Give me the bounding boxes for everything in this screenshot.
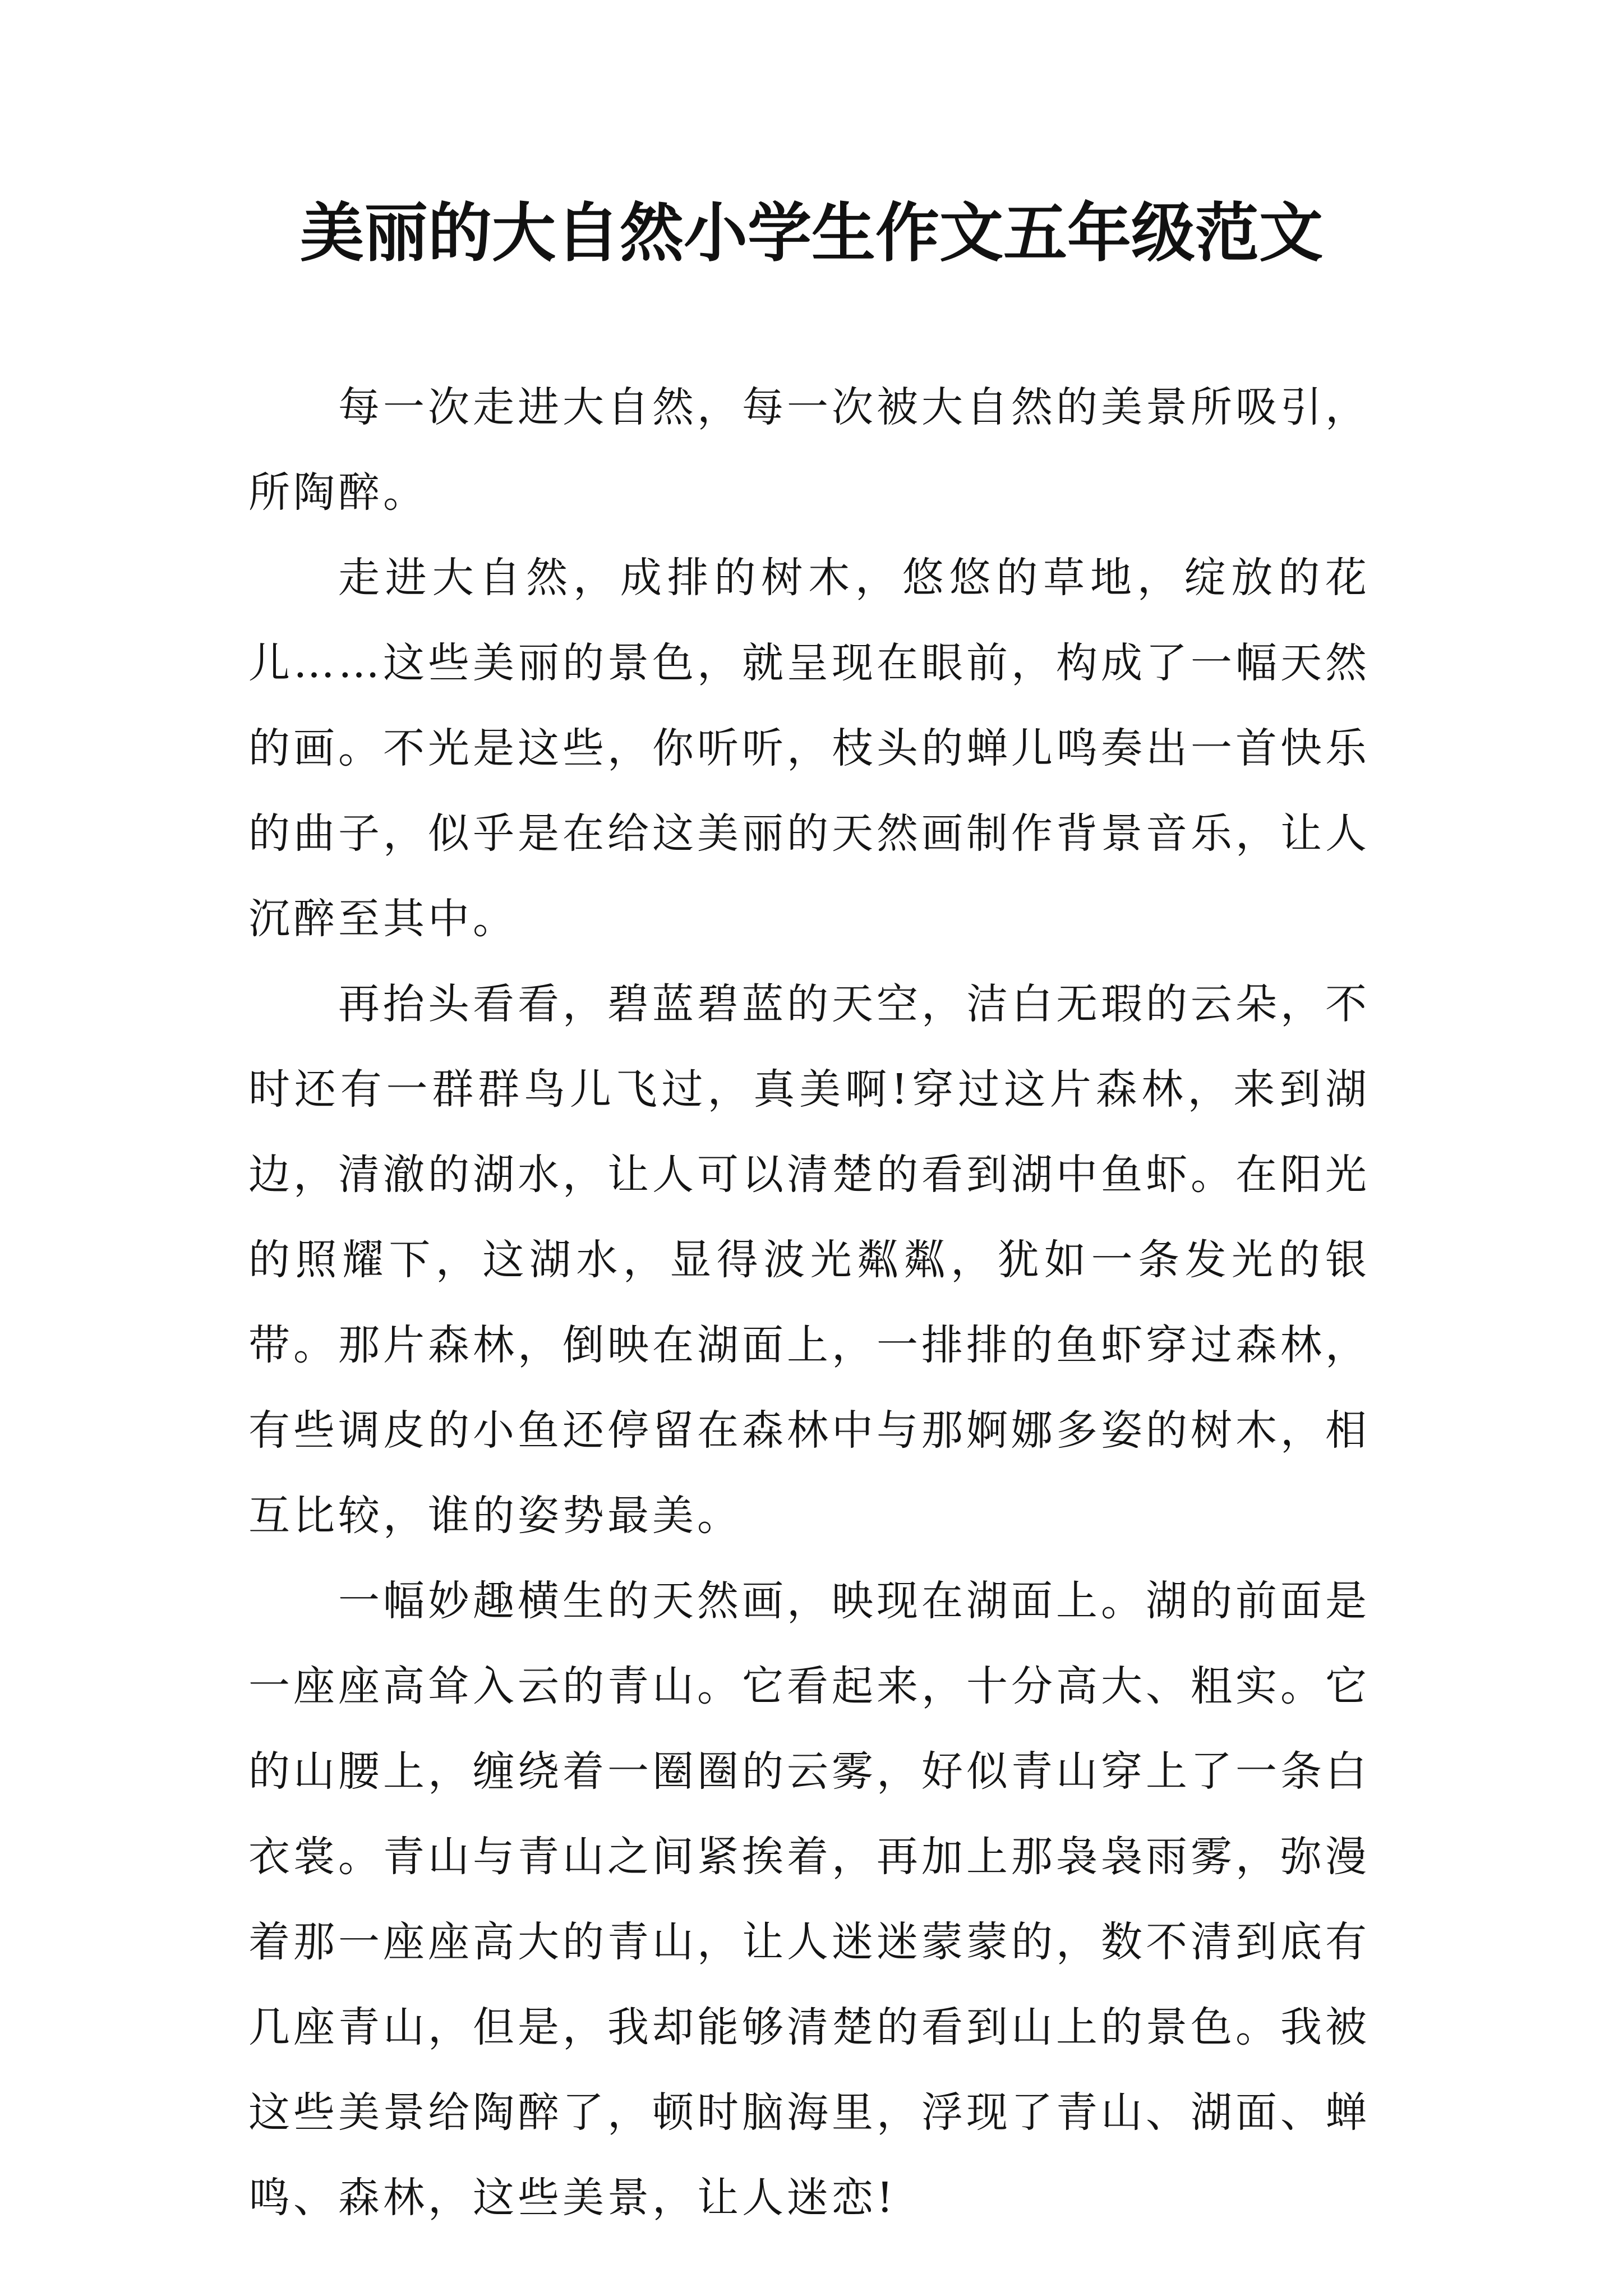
document-title: 美丽的大自然小学生作文五年级范文: [299, 195, 1323, 270]
paragraph: 每一次走进大自然，每一次被大自然的美景所吸引，所陶醉。: [248, 383, 1370, 517]
document-body: [248, 365, 1370, 2240]
paragraph: 走进大自然，成排的树木，悠悠的草地，绽放的花儿……这些美丽的景色，就呈现在眼前，构成了一幅天然的画。不光是这些，你听听，枝头的蝉儿鸣奏出一首快乐的曲子，似乎是在给这美丽的天然画制作背景音乐，让人沉醉至其中。: [248, 554, 1370, 943]
paragraph: 一幅妙趣横生的天然画，映现在湖面上。湖的前面是一座座高耸入云的青山。它看起来，十分高大、粗实。它的山腰上，缠绕着一圈圈的云雾，好似青山穿上了一条白衣裳。青山与青山之间紧挨着，再加上那袅袅雨雾，弥漫着那一座座高大的青山，让人迷迷蒙蒙的，数不清到底有几座青山，但是，我却能够清楚的看到山上的景色。我被这些美景给陶醉了，顿时脑海里，浮现了青山、湖面、蝉鸣、森林，这些美景，让人迷恋!: [248, 1577, 1370, 2222]
paragraph: 再抬头看看，碧蓝碧蓝的天空，洁白无瑕的云朵，不时还有一群群鸟儿飞过，真美啊!穿过这片森林，来到湖边，清澈的湖水，让人可以清楚的看到湖中鱼虾。在阳光的照耀下，这湖水，显得波光粼粼，犹如一条发光的银带。那片森林，倒映在湖面上，一排排的鱼虾穿过森林，有些调皮的小鱼还停留在森林中与那婀娜多姿的树木，相互比较，谁的姿势最美。: [248, 980, 1370, 1540]
